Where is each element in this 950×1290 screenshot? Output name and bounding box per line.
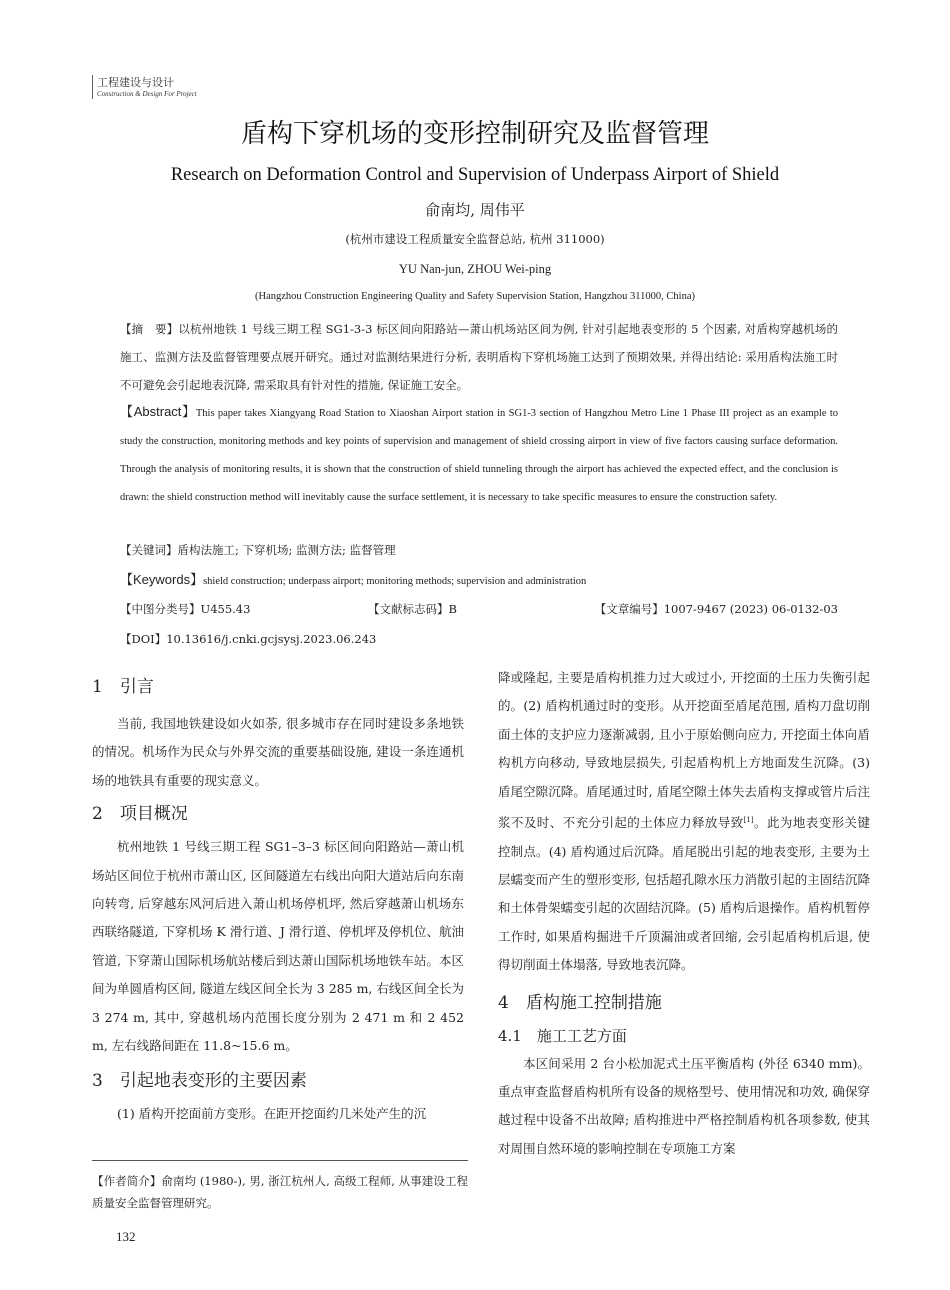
abstract-en-text: This paper takes Xiangyang Road Station to Xiaoshan Airport station in SG1-3 section of Hangzhou Metro Line 1 Phase III project as an example to study the construction, monitoring methods and key points of supervision and management of shield crossing airport in view of five factors causing surface deformation. Through the analysis of monitoring results, it is shown that the construction of shield tunneling through the airport has achieved the expected effect, and the conclusion is drawn: the shield construction method will inevitably cause the surface settlement, it is necessary to take specific measures to ensure the construction safety. [120, 408, 838, 503]
left-column [92, 674, 464, 1129]
paper-title: 盾构下穿机场的变形控制研究及监督管理 [240, 119, 709, 149]
author-note-label: 【作者简介】 [92, 1174, 162, 1188]
section-3-paragraph-continued [498, 664, 870, 980]
abstract-cn [120, 315, 838, 399]
doi: 【DOI】10.13616/j.cnki.gcjsysj.2023.06.243 [120, 632, 377, 646]
section-4-heading: 4 盾构施工控制措施 [498, 992, 662, 1013]
authors-en: YU Nan-jun, ZHOU Wei-ping [398, 262, 552, 276]
section-3-paragraph-start: (1) 盾构开挖面前方变形。在距开挖面约几米处产生的沉 [117, 1106, 427, 1122]
section-3-text-a: 降或隆起, 主要是盾构机推力过大或过小, 开挖面的土压力失衡引起的。(2) 盾构机通过时的变形。从开挖面至盾尾范围, 盾构刀盘切削面土体的支护应力逐渐减弱, 且小于原始侧向应力, 开挖面土体向盾构机方向移动, 导致地层损失, 引起盾构机上方地面发生沉降。(3) 盾尾空隙沉降。盾尾通过时, 盾尾空隙土体失去盾构支撑或管片后注浆不及时、不充分引起的土体应力释放导致 [498, 670, 870, 831]
clc-number: 【中图分类号】U455.43 [120, 602, 251, 616]
keywords-cn-label: 【关键词】 [120, 543, 178, 557]
right-column [498, 664, 870, 1163]
section-4-1-paragraph: 本区间采用 2 台小松加泥式土压平衡盾构 (外径 6340 mm)。重点审查监督盾构机所有设备的规格型号、使用情况和功效, 确保穿越过程中设备不出故障; 盾构推进中严格控制盾构机各项参数, 使其对周围自然环境的影响控制在专项施工方案 [498, 1055, 870, 1156]
keywords-en [120, 568, 838, 594]
page-number: 132 [116, 1229, 136, 1244]
section-4-1-heading: 4.1 施工工艺方面 [498, 1026, 627, 1045]
authors: 俞南均, 周伟平 [425, 201, 525, 219]
keywords-cn [120, 538, 838, 562]
section-2-paragraph: 杭州地铁 1 号线三期工程 SG1–3–3 标区间向阳路站—萧山机场站区间位于杭州市萧山区, 区间隧道左右线出向阳大道站后向东南向转弯, 后穿越东风河后进入萧山机场停机坪, 然后穿越萧山机场东西联络隧道, 下穿机场 K 滑行道、J 滑行道、停机坪及停机位、航油管道, 下穿萧山国际机场航站楼后到达萧山国际机场地铁车站。本区间为单圆盾构区间, 隧道左线区间全长为 3 285 m, 右线区间全长为 3 274 m, 其中, 穿越机场内范围长度分别为 2 471 m 和 2 452 m, 左右线路间距在 11.8~15.6 m。 [92, 839, 464, 1054]
classification-row [120, 597, 838, 621]
journal-header [92, 75, 197, 99]
journal-name-en: Construction & Design For Project [97, 90, 197, 98]
keywords-en-text: shield construction; underpass airport; monitoring methods; supervision and administration [203, 576, 587, 587]
article-number: 【文章编号】1007-9467 (2023) 06-0132-03 [594, 602, 838, 616]
section-3-text-b: 。此为地表变形关键控制点。(4) 盾构通过后沉降。盾尾脱出引起的地表变形, 主要为土层蠕变而产生的塑形变形, 包括超孔隙水压力消散引起的主固结沉降和土体骨架蠕变引起的次固结沉降。(5) 盾构后退操作。盾构机暂停工作时, 如果盾构掘进千斤顶漏油或者回缩, 会引起盾构机后退, 使得切削面土体塌落, 导致地表沉降。 [498, 815, 870, 973]
abstract-en-label: 【Abstract】 [120, 404, 196, 419]
document-code: 【文献标志码】B [368, 602, 457, 616]
keywords-cn-text: 盾构法施工; 下穿机场; 监测方法; 监督管理 [177, 543, 396, 557]
journal-name-cn: 工程建设与设计 [97, 76, 174, 89]
abstract-cn-text: 以杭州地铁 1 号线三期工程 SG1-3-3 标区间向阳路站—萧山机场站区间为例, 针对引起地表变形的 5 个因素, 对盾构穿越机场的施工、监测方法及监督管理要点展开研究。通过对监测结果进行分析, 表明盾构下穿机场施工达到了预期效果, 并得出结论: 采用盾构法施工时不可避免会引起地表沉降, 需采取具有针对性的措施, 保证施工安全。 [120, 322, 838, 392]
citation-1: [1] [743, 816, 754, 825]
author-note [92, 1170, 468, 1214]
affiliation: (杭州市建设工程质量安全监督总站, 杭州 311000) [345, 232, 605, 246]
section-2-heading: 2 项目概况 [92, 804, 188, 825]
abstract-cn-label: 【摘 要】 [120, 322, 179, 336]
paper-title-en: Research on Deformation Control and Supervision of Underpass Airport of Shield [170, 165, 780, 185]
keywords-en-label: 【Keywords】 [120, 572, 204, 587]
section-1-heading: 1 引言 [92, 677, 154, 697]
abstract-en [120, 398, 838, 512]
author-note-text: 俞南均 (1980-), 男, 浙江杭州人, 高级工程师, 从事建设工程质量安全监督管理研究。 [92, 1174, 469, 1210]
footnote-divider [92, 1160, 468, 1161]
section-1-paragraph: 当前, 我国地铁建设如火如荼, 很多城市存在同时建设多条地铁的情况。机场作为民众与外界交流的重要基础设施, 建设一条连通机场的地铁具有重要的现实意义。 [92, 716, 464, 788]
affiliation-en: (Hangzhou Construction Engineering Quality and Safety Supervision Station, Hangzhou 311000, China) [255, 291, 695, 302]
section-3-heading: 3 引起地表变形的主要因素 [92, 1071, 307, 1092]
